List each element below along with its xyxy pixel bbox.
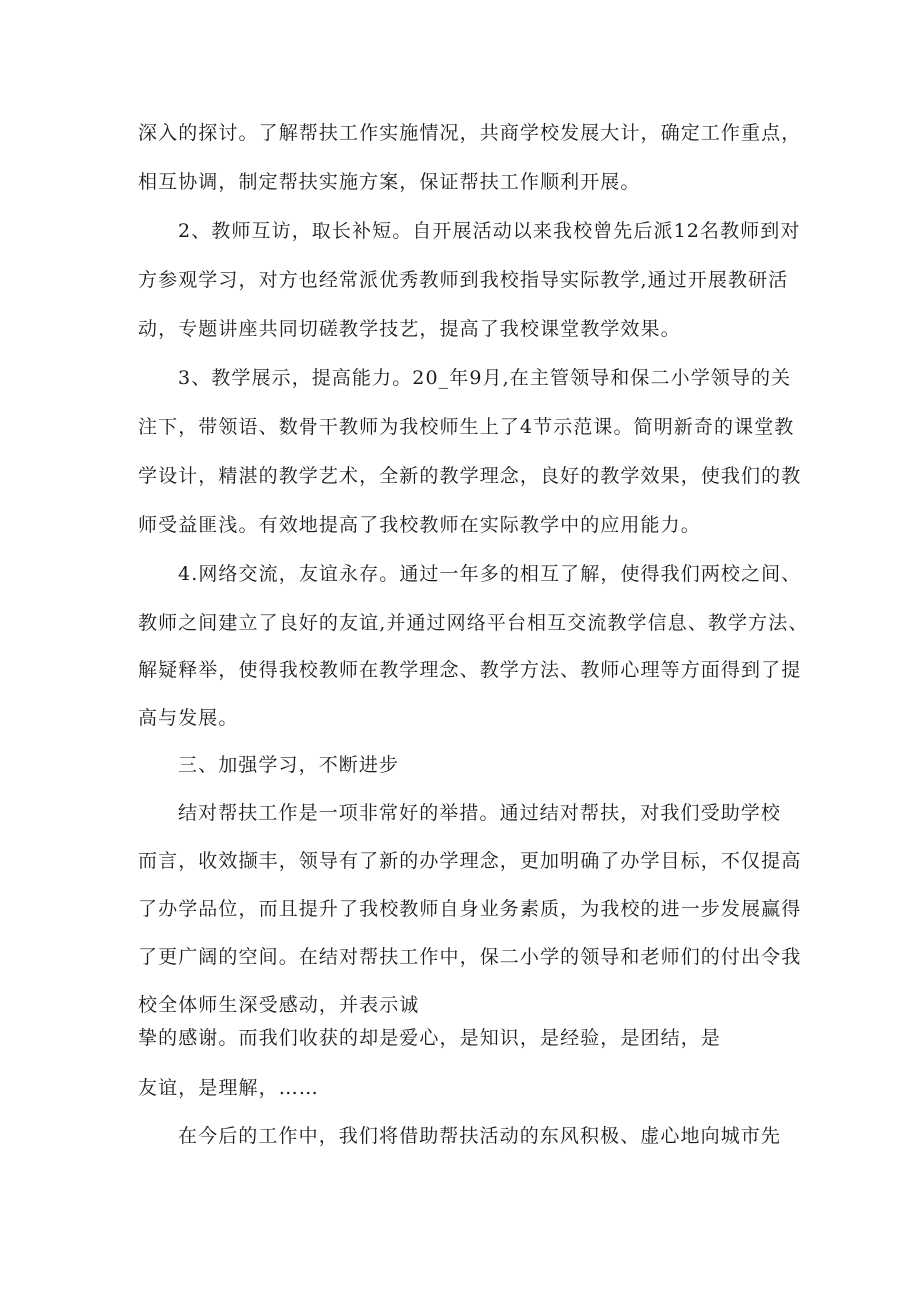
paragraph-line: 结对帮扶工作是一项非常好的举措。通过结对帮扶，对我们受助学校 bbox=[178, 802, 782, 824]
paragraph-line: 深入的探讨。了解帮扶工作实施情况，共商学校发展大计，确定工作重点， bbox=[138, 122, 802, 144]
paragraph-line: 相互协调，制定帮扶实施方案，保证帮扶工作顺利开展。 bbox=[138, 171, 641, 193]
paragraph-line: 校全体师生深受感动，并表示诚 bbox=[138, 994, 420, 1016]
paragraph-line: 了更广阔的空间。在结对帮扶工作中，保二小学的领导和老师们的付出令我 bbox=[138, 946, 802, 968]
paragraph-line: 友谊，是理解，…… bbox=[138, 1077, 319, 1099]
paragraph-line: 动，专题讲座共同切磋教学技艺，提高了我校课堂教学效果。 bbox=[138, 318, 681, 340]
section-heading: 三、加强学习，不断进步 bbox=[178, 754, 400, 776]
paragraph-line: 2、教师互访，取长补短。自开展活动以来我校曾先后派12名教师到对 bbox=[178, 220, 801, 242]
paragraph-line: 4.网络交流，友谊永存。通过一年多的相互了解，使得我们两校之间、 bbox=[178, 563, 802, 585]
paragraph-line: 高与发展。 bbox=[138, 707, 239, 729]
paragraph-line: 方参观学习，对方也经常派优秀教师到我校指导实际教学,通过开展教研活 bbox=[138, 269, 789, 291]
paragraph-line: 在今后的工作中，我们将借助帮扶活动的东风积极、虚心地向城市先 bbox=[178, 1125, 782, 1147]
paragraph-line: 注下，带领语、数骨干教师为我校师生上了4节示范课。简明新奇的课堂教 bbox=[138, 416, 795, 438]
paragraph-line: 学设计，精湛的教学艺术，全新的教学理念，良好的教学效果，使我们的教 bbox=[138, 465, 802, 487]
paragraph-line: 教师之间建立了良好的友谊,并通过网络平台相互交流教学信息、教学方法、 bbox=[138, 612, 809, 634]
paragraph-line: 而言，收效撷丰，领导有了新的办学理念，更加明确了办学目标，不仅提高 bbox=[138, 850, 802, 872]
paragraph-line: 3、教学展示，提高能力。20_年9月,在主管领导和保二小学领导的关 bbox=[178, 367, 792, 389]
paragraph-line: 了办学品位，而且提升了我校教师自身业务素质，为我校的进一步发展赢得 bbox=[138, 898, 802, 920]
paragraph-line: 挚的感谢。而我们收获的却是爱心，是知识，是经验，是团结，是 bbox=[138, 1027, 721, 1049]
paragraph-line: 师受益匪浅。有效地提高了我校教师在实际教学中的应用能力。 bbox=[138, 514, 701, 536]
paragraph-line: 解疑释举，使得我校教师在教学理念、教学方法、教师心理等方面得到了提 bbox=[138, 659, 802, 681]
